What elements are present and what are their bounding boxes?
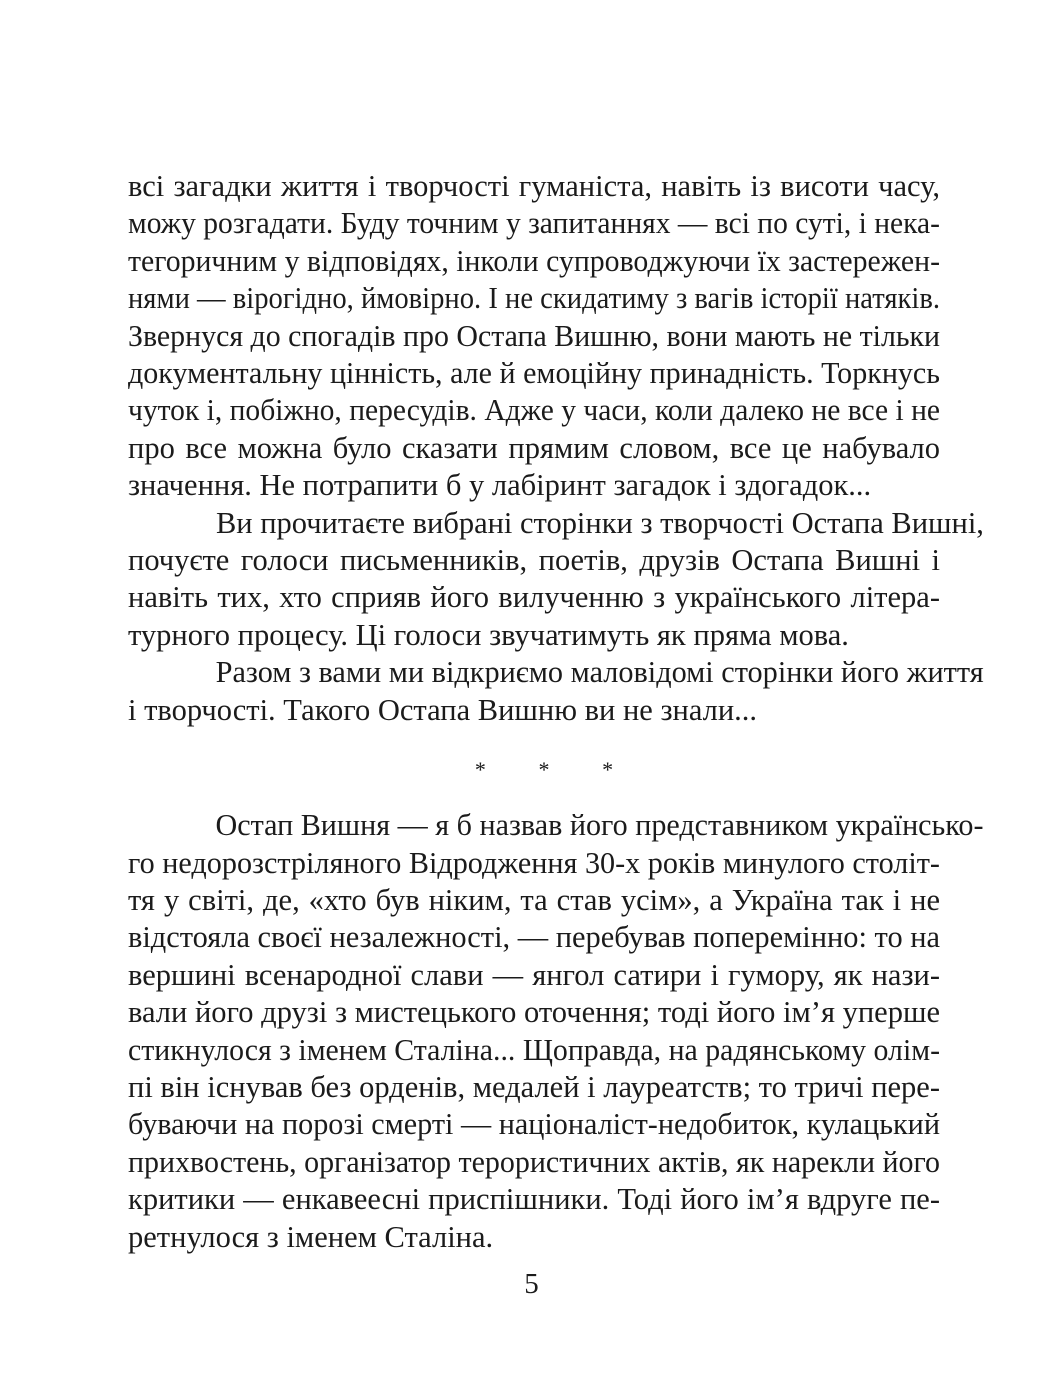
text-line: вали його друзі з мистецького оточення; тоді його ім’я уперше [128, 995, 940, 1030]
text-line: вершині всенародної слави — янгол сатири і гумору, як нази- [128, 957, 940, 992]
asterisk-glyph: * [602, 757, 614, 783]
text-line: нями — вірогідно, ймовірно. І не скидатиму з вагів історії натяків. [128, 281, 941, 316]
text-line: го недорозстріляного Відродження 30-х років минулого століт- [128, 845, 940, 880]
text-line: прихвостень, організатор терористичних актів, як нарекли його [128, 1144, 941, 1179]
paragraph-2 [128, 505, 984, 655]
text-line: можу розгадати. Буду точним у запитаннях — всі по суті, і нека- [128, 206, 940, 241]
text-line: про все можна було сказати прямим словом, все це набувало [128, 430, 940, 465]
text-line: тегоричним у відповідях, інколи супроводжуючи їх застережен- [128, 243, 940, 278]
text-line: стикнулося з іменем Сталіна... Щоправда, на радянському олім- [128, 1032, 941, 1067]
asterisk-glyph: * [538, 757, 550, 783]
asterisk-glyph: * [474, 757, 486, 783]
page-number: 5 [524, 1268, 539, 1300]
section-separator [128, 739, 940, 795]
text-line: Ви прочитаєте вибрані сторінки з творчості Остапа Вишні, [215, 505, 984, 540]
text-line: значення. Не потрапити б у лабіринт загадок і здогадок... [128, 468, 872, 503]
text-line: відстояла своєї незалежності, — перебував поперемінно: то на [128, 920, 941, 955]
text-line: критики — енкавеесні приспішники. Тоді його ім’я вдруге пе- [128, 1182, 940, 1217]
text-line: навіть тих, хто сприяв його вилученню з українського літера- [128, 580, 940, 615]
text-line: Звернуся до спогадів про Остапа Вишню, вони мають не тільки [128, 318, 941, 353]
text-line: чуток і, побіжно, пересудів. Адже у часи, коли далеко не все і не [128, 393, 940, 428]
text-line: турного процесу. Ці голоси звучатимуть як пряма мова. [128, 617, 849, 652]
paragraph-4 [128, 807, 984, 1256]
text-line: і творчості. Такого Остапа Вишню ви не знали... [128, 692, 758, 727]
text-line: почуєте голоси письменників, поетів, друзів Остапа Вишні і [128, 543, 940, 578]
paragraph-1 [128, 168, 940, 505]
text-line: документальну цінність, але й емоційну принадність. Торкнусь [128, 356, 940, 391]
text-line: ретнулося з іменем Сталіна. [128, 1219, 494, 1254]
text-line: буваючи на порозі смерті — націоналіст-недобиток, кулацький [128, 1107, 940, 1142]
text-line: тя у світі, де, «хто був ніким, та став усім», а Україна так і не [128, 882, 940, 917]
text-line: пі він існував без орденів, медалей і лауреатств; то тричі пере- [128, 1069, 941, 1104]
page-body [128, 168, 984, 1256]
text-line: всі загадки життя і творчості гуманіста, навіть із висоти часу, [128, 169, 940, 203]
paragraph-3 [128, 654, 984, 729]
text-line: Разом з вами ми відкриємо маловідомі сторінки його життя [215, 655, 984, 690]
text-line: Остап Вишня — я б назвав його представником українсько- [215, 808, 984, 843]
